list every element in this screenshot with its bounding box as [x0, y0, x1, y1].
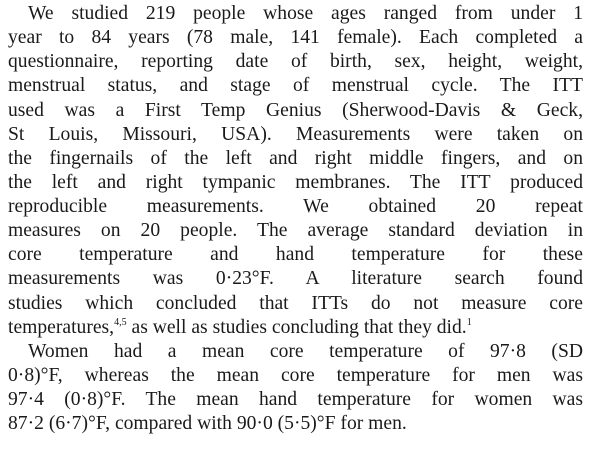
paragraph-1-line-13: studies which concluded that ITTs do not measure core: [8, 293, 583, 314]
paragraph-1-line-14: [8, 316, 583, 340]
paragraph-1-line-6: St Louis, Missouri, USA). Measurements were taken on: [8, 124, 583, 145]
paragraph-1-line-5: used was a First Temp Genius (Sherwood-Davis & Geck,: [8, 100, 583, 121]
paragraph-1-line-12: measurements was 0·23°F. A literature search found: [8, 268, 583, 289]
line-14-text-a: temperatures,: [8, 317, 115, 338]
paragraph-1-line-1: We studied 219 people whose ages ranged from under 1: [28, 3, 583, 24]
paragraph-2-line-4: 87·2 (6·7)°F, compared with 90·0 (5·5)°F for men.: [8, 413, 407, 434]
paragraph-1-line-4: menstrual status, and stage of menstrual cycle. The ITT: [8, 75, 583, 96]
paragraph-2-line-2: 0·8)°F, whereas the mean core temperature for men was: [8, 365, 583, 386]
paragraph-1-line-2: year to 84 years (78 male, 141 female). Each completed a: [8, 27, 583, 48]
citation-4-5: 4,5: [114, 317, 127, 328]
citation-1: 1: [466, 317, 472, 328]
paragraph-1-line-3: questionnaire, reporting date of birth, sex, height, weight,: [8, 51, 583, 72]
line-14-text-b: as well as studies concluding that they did.: [126, 317, 467, 338]
paragraph-2-line-1: Women had a mean core temperature of 97·8 (SD: [28, 341, 583, 362]
paragraph-1-line-10: measures on 20 people. The average standard deviation in: [8, 220, 583, 241]
paragraph-1-line-9: reproducible measurements. We obtained 20 repeat: [8, 196, 583, 217]
paragraph-1-line-7: the fingernails of the left and right middle fingers, and on: [8, 148, 583, 169]
paragraph-2-line-3: 97·4 (0·8)°F. The mean hand temperature for women was: [8, 389, 583, 410]
paragraph-1-line-8: the left and right tympanic membranes. The ITT produced: [8, 172, 583, 193]
paragraph-1-line-11: core temperature and hand temperature for these: [8, 244, 583, 265]
